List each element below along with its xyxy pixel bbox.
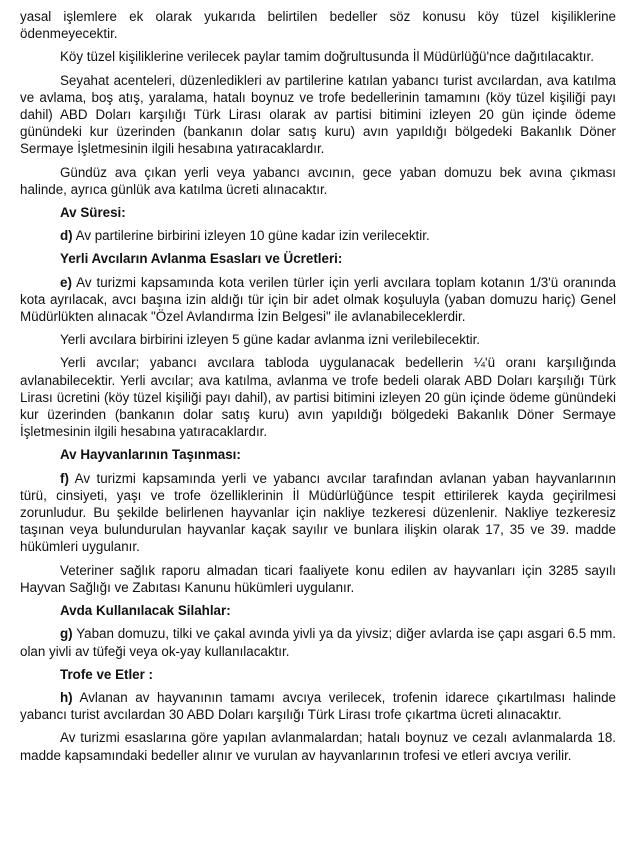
item-text-h: Avlanan av hayvanının tamamı avcıya verilecek, trofenin idarece çıkartılması halinde yabancı turist avcılardan 30 ABD Doları karşılığı Türk Lirası trofe çıkartma ücreti alınacaktır. xyxy=(20,689,616,723)
paragraph-village-shares: Köy tüzel kişiliklerine verilecek paylar tamim doğrultusunda İl Müdürlüğü'nce dağıtılacaktır. xyxy=(60,49,594,65)
paragraph-payments-not-made: yasal işlemlere ek olarak yukarıda belirtilen bedeller söz konusu köy tüzel kişiliklerine ödenmeyecektir. xyxy=(20,9,616,42)
heading-trophy-meat: Trofe ve Etler : xyxy=(60,666,154,682)
heading-transport: Av Hayvanlarının Taşınması: xyxy=(60,447,241,463)
paragraph-faulty-antler: Av turizmi esaslarına göre yapılan avlanmalardan; hatalı boynuz ve cezalı avlanmalarda 18. madde kapsamındaki bedeller alınır ve vurulan av hayvanlarının trofesi ve etleri avcıya verilir. xyxy=(20,730,616,763)
paragraph-night-boar-hunt: Gündüz ava çıkan yerli veya yabancı avcının, gece yaban domuzu bek avına çıkması halinde, ayrıca günlük ava katılma ücreti alınacaktır. xyxy=(20,164,616,197)
paragraph-g xyxy=(20,625,616,659)
item-text-f: Av turizmi kapsamında yerli ve yabancı avcılar tarafından avlanan yaban hayvanlarının türü, cinsiyeti, yaşı ve trofe özelliklerinin İl Müdürlüğünce tespit ettirilerek kayda geçirilmesi zorunludur. Bu şekilde belirlenen hayvanlar için nakliye tezkeresi düzenlenir. Nakliye tezkeresiz taşınan veya bulundurulan hayvanlar kaçak sayılır ve bunlara ilişkin olarak 17, 35 ve 39. madde hükümleri uygulanır. xyxy=(20,470,617,555)
item-label-e: e) xyxy=(60,274,72,290)
item-label-g: g) xyxy=(60,626,73,642)
paragraph-veterinary: Veteriner sağlık raporu almadan ticari faaliyete konu edilen av hayvanları için 3285 sayılı Hayvan Sağlığı ve Zabıtası Kanunu hükümleri uygulanır. xyxy=(20,562,616,595)
item-text-e: Av turizmi kapsamında kota verilen türler için yerli avcılara toplam kotanın 1/3'ü oranında kota ayrılacak, avcı başına izin aldığı tür için bir adet olmak koşuluyla (yaban domuzu hariç) Genel Müdürlükten alınacak "Özel Avlandırma İzin Belgesi" ile avlanabileceklerdir. xyxy=(20,274,616,325)
paragraph-local-5-days: Yerli avcılara birbirini izleyen 5 güne kadar avlanma izni verilebilecektir. xyxy=(60,332,481,348)
paragraph-e xyxy=(20,274,616,326)
paragraph-d xyxy=(20,227,616,244)
paragraph-local-fees: Yerli avcılar; yabancı avcılara tabloda uygulanacak bedellerin ¼'ü oranı karşılığında avlanabilecektir. Yerli avcılar; ava katılma, avlanma ve trofe bedeli olarak ABD Doları karşılığı Türk Lirası ücretini (köy tüzel kişiliği payı dahil), av partisi bitimini izleyen 20 gün içinde ödeme günündeki kur üzerinden (bankanın dolar satış kuru) avın yapıldığı bölgedeki Bakanlık Döner Sermaye İşletmesinin ilgili hesabına yatıracaklardır. xyxy=(20,355,616,440)
item-label-f: f) xyxy=(60,470,69,486)
paragraph-h xyxy=(20,689,616,723)
heading-local-hunters: Yerli Avcıların Avlanma Esasları ve Ücretleri: xyxy=(60,251,343,267)
item-text-d: Av partilerine birbirini izleyen 10 güne kadar izin verilecektir. xyxy=(75,228,430,244)
heading-weapons: Avda Kullanılacak Silahlar: xyxy=(60,603,231,619)
item-text-g: Yaban domuzu, tilki ve çakal avında yivli ya da yivsiz; diğer avlarda ise çapı asgari 6.5 mm. olan yivli av tüfeği veya ok-yay kullanılacaktır. xyxy=(20,626,616,659)
paragraph-travel-agencies: Seyahat acenteleri, düzenledikleri av partilerine katılan yabancı turist avcılardan, ava katılma ve avlama, boş atış, yaralama, hatalı boynuz ve trofe bedellerinin tamamını (köy tüzel kişiliği payı dahil) ABD Doları karşılığı Türk Lirası olarak av partisi bitimini izleyen 20 gün içinde ödeme günündeki kur üzerinden (bankanın dolar satış kuru) avın yapıldığı bölgedeki Bakanlık Döner Sermaye İşletmesinin ilgili hesabına yatıracaklardır. xyxy=(20,72,616,157)
heading-hunt-duration: Av Süresi: xyxy=(60,205,126,221)
paragraph-f xyxy=(20,470,616,556)
item-label-h: h) xyxy=(60,689,73,705)
item-label-d: d) xyxy=(60,228,73,244)
